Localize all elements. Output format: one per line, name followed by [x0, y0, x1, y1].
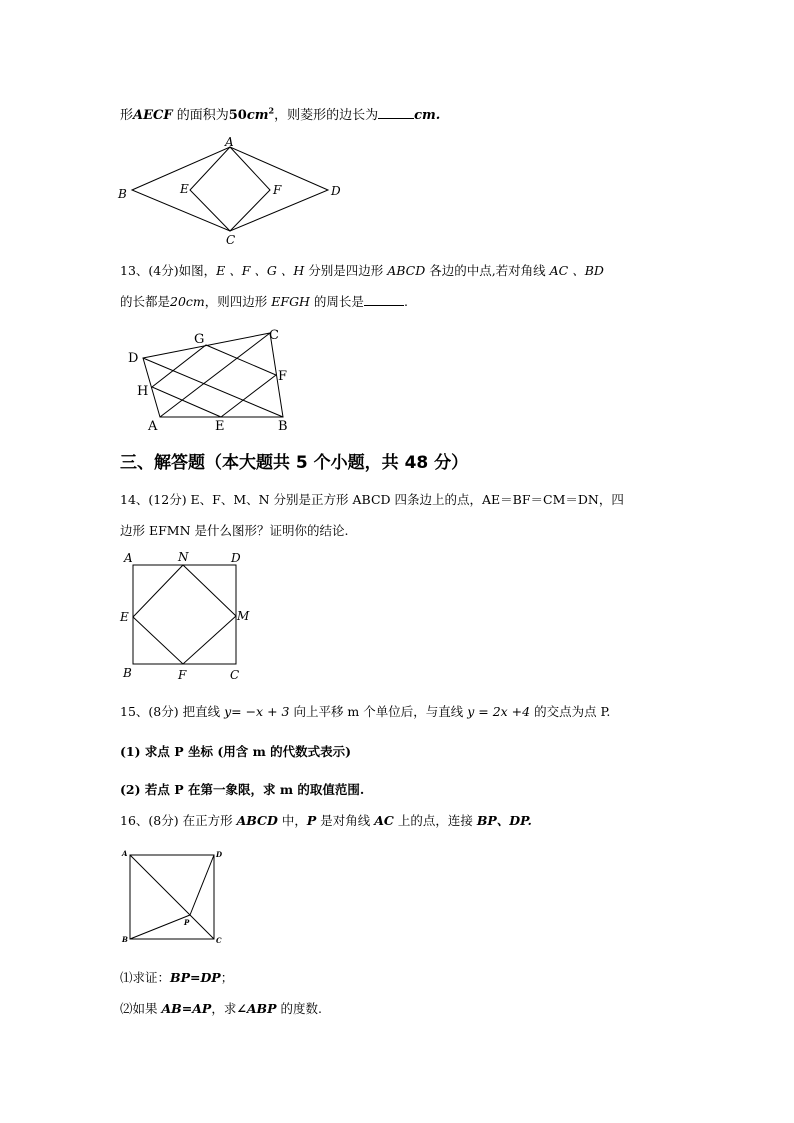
label-c: C [226, 233, 236, 247]
q16-p2-post: 的度数. [276, 1001, 322, 1016]
q16-pre: 16、(8分) 在正方形 [120, 813, 237, 828]
q13-line2-mid: ，则四边形 [204, 294, 272, 309]
q16-line1 [120, 811, 532, 829]
q15-eq2: y = 2x +4 [467, 704, 531, 719]
diag-bd [143, 358, 283, 417]
q16-segs: BP、DP. [476, 813, 532, 828]
label-a: A [148, 419, 158, 434]
label-d: D [128, 351, 139, 366]
label-c: C [269, 328, 279, 343]
square-abcd [133, 565, 236, 664]
q13-end: . [403, 294, 408, 309]
q12-unit: cm [246, 108, 269, 123]
q13-points: E 、F 、G 、H [216, 263, 305, 278]
q12-pre: 形 [120, 108, 134, 123]
q14-line1: 14、(12分) E、F、M、N 分别是正方形 ABCD 四条边上的点，AE＝BF＝CM＝DN，四 [120, 492, 624, 507]
section-heading: 三、解答题（本大题共 5 个小题，共 48 分） [120, 453, 469, 473]
q16-square: ABCD [236, 813, 278, 828]
quad-efmn [133, 565, 236, 664]
seg-dp [190, 855, 214, 915]
q16-p1-eq: BP=DP [170, 970, 221, 985]
label-m: M [237, 609, 250, 623]
label-b: B [123, 666, 132, 680]
q16-p1-post: ； [220, 970, 234, 985]
q12-shape: AECF [133, 108, 173, 123]
q16-p2-mid: ，求 [211, 1001, 237, 1016]
q16-part2 [120, 999, 322, 1017]
q15-eq1: y= −x + 3 [224, 704, 290, 719]
q12-answer-blank[interactable] [378, 106, 414, 119]
label-b: B [278, 419, 288, 434]
q14-line2: 边形 EFMN 是什么图形？证明你的结论. [120, 523, 349, 538]
q12-sup: 2 [268, 105, 275, 116]
label-b: B [122, 935, 128, 944]
label-d: D [216, 850, 223, 859]
q13-number: 13、(4分)如图， [120, 263, 217, 278]
figure-square-p [118, 847, 233, 949]
label-e: E [180, 182, 189, 196]
label-e: E [215, 419, 225, 434]
q15-part1: (1) 求点 P 坐标 (用含 m 的代数式表示) [120, 744, 352, 759]
quad-abcd [143, 333, 283, 417]
q16-mid2: 是对角线 [316, 813, 375, 828]
q16-p2-pre: ⑵如果 [120, 1001, 162, 1016]
q15-mid: 向上平移 m 个单位后，与直线 [289, 704, 468, 719]
label-e: E [120, 610, 129, 624]
q15-part2: (2) 若点 P 在第一象限，求 m 的取值范围. [120, 782, 365, 797]
q13-line1 [120, 261, 604, 279]
figure-rhombus [110, 134, 350, 249]
q16-part1 [120, 968, 233, 986]
q16-p1-pre: ⑴求证： [120, 970, 171, 985]
q12-post: ，则菱形的边长为 [274, 108, 379, 123]
figure-quadrilateral [120, 322, 300, 437]
q12-area: 50 [228, 108, 247, 123]
label-g: G [194, 332, 205, 347]
q13-answer-blank[interactable] [364, 293, 404, 306]
label-a: A [225, 135, 234, 149]
label-n: N [178, 550, 189, 564]
q16-p2-angle: ∠ABP [236, 1001, 277, 1016]
q13-line2-post: 的周长是 [309, 294, 364, 309]
label-c: C [216, 936, 222, 945]
label-a: A [122, 849, 128, 858]
q13-line2 [120, 292, 408, 310]
q12-mid: 的面积为 [172, 108, 229, 123]
rhombus-abcd [132, 147, 328, 231]
q13-quad: ABCD [387, 263, 426, 278]
label-d: D [231, 551, 241, 565]
q13-length: 20cm [170, 294, 205, 309]
diag-ac [130, 855, 214, 939]
q16-mid: 中， [277, 813, 307, 828]
label-h: H [137, 384, 149, 399]
q15-post: 的交点为点 P. [530, 704, 611, 719]
q15-line1 [120, 702, 610, 720]
label-f: F [278, 369, 288, 384]
label-c: C [230, 668, 240, 682]
figure-square-efmn [116, 548, 256, 683]
label-p: P [184, 918, 190, 927]
q16-ac: AC [374, 813, 394, 828]
q13-quad2: EFGH [271, 294, 310, 309]
seg-bp [130, 915, 190, 939]
q13-line2-pre: 的长都是 [120, 294, 171, 309]
label-a: A [124, 551, 133, 565]
label-d: D [331, 184, 341, 198]
label-f: F [178, 668, 187, 682]
q16-p: P [306, 813, 317, 828]
label-f: F [273, 183, 282, 197]
q13-t1: 分别是四边形 [304, 263, 388, 278]
q16-post: 上的点，连接 [393, 813, 477, 828]
label-b: B [118, 187, 127, 201]
q12-ans-unit: cm. [414, 108, 441, 123]
q15-pre: 15、(8分) 把直线 [120, 704, 225, 719]
q13-diag: AC 、BD [549, 263, 604, 278]
q13-t2: 各边的中点,若对角线 [425, 263, 550, 278]
q16-p2-eq: AB=AP [161, 1001, 212, 1016]
q12-text [120, 104, 440, 123]
